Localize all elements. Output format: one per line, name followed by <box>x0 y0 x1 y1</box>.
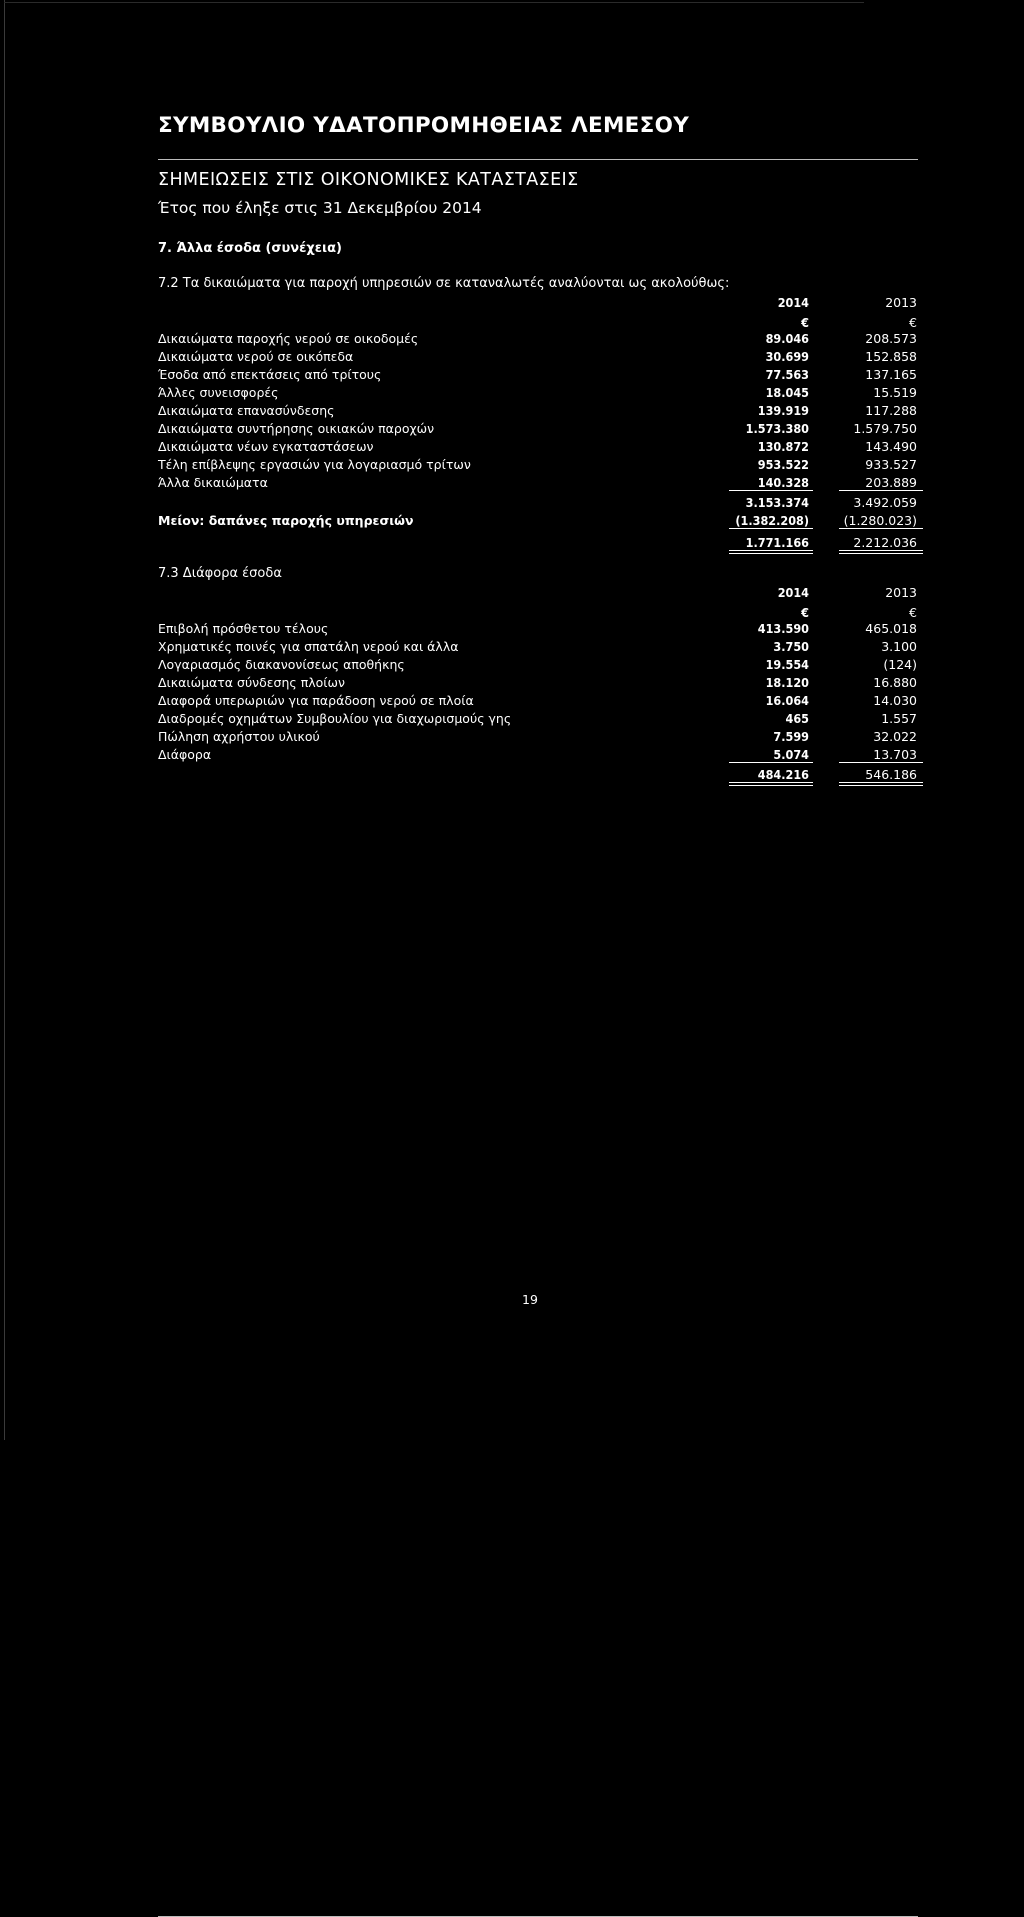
value-2014: 30.699 <box>765 349 809 364</box>
double-underline-2014 <box>729 782 813 783</box>
row-label: Λογαριασμός διακανονίσεως αποθήκης <box>158 657 405 672</box>
table-row <box>158 348 923 366</box>
row-label: Επιβολή πρόσθετου τέλους <box>158 621 329 636</box>
row-label: Δικαιώματα νερού σε οικόπεδα <box>158 349 354 364</box>
currency-2013: € <box>909 315 917 330</box>
less-costs-row <box>158 512 923 530</box>
value-2014: 465 <box>785 711 809 726</box>
row-label: Δικαιώματα νέων εγκαταστάσεων <box>158 439 374 454</box>
value-2014: 77.563 <box>765 367 809 382</box>
value-2014: 130.872 <box>757 439 809 454</box>
value-2013: 117.288 <box>865 403 917 418</box>
row-label: Άλλες συνεισφορές <box>158 385 279 400</box>
currency-2013: € <box>909 605 917 620</box>
double-underline-2013 <box>839 553 923 554</box>
total-row <box>158 534 923 552</box>
year-header-row <box>158 584 923 602</box>
value-2013: 143.490 <box>865 439 917 454</box>
double-underline-2014 <box>729 785 813 786</box>
value-2013: 1.557 <box>881 711 917 726</box>
table-row <box>158 384 923 402</box>
col-2013-header: 2013 <box>885 295 917 310</box>
table-row <box>158 674 923 692</box>
period-text: Έτος που έληξε στις 31 Δεκεμβρίου 2014 <box>158 199 482 217</box>
col-2013-header: 2013 <box>885 585 917 600</box>
less-costs-label: Μείον: δαπάνες παροχής υπηρεσιών <box>158 513 414 528</box>
underline-2013 <box>839 490 923 491</box>
row-label: Δικαιώματα παροχής νερού σε οικοδομές <box>158 331 419 346</box>
row-label: Πώληση αχρήστου υλικού <box>158 729 320 744</box>
page-number: 19 <box>522 1292 538 1307</box>
row-label: Έσοδα από επεκτάσεις από τρίτους <box>158 367 382 382</box>
less-costs-2013: (1.280.023) <box>843 513 917 528</box>
less-costs-2014: (1.382.208) <box>735 513 809 528</box>
table-row <box>158 692 923 710</box>
total-row <box>158 766 923 784</box>
row-label: Διαδρομές οχημάτων Συμβουλίου για διαχωρισμούς γης <box>158 711 512 726</box>
subtotal-2014: 3.153.374 <box>745 495 809 510</box>
value-2013: 152.858 <box>865 349 917 364</box>
value-2014: 19.554 <box>765 657 809 672</box>
value-2013: 137.165 <box>865 367 917 382</box>
value-2013: 933.527 <box>865 457 917 472</box>
subtotal-row <box>158 494 923 512</box>
row-label: Χρηματικές ποινές για σπατάλη νερού και άλλα <box>158 639 459 654</box>
total-2014: 1.771.166 <box>745 535 809 550</box>
value-2014: 140.328 <box>757 475 809 490</box>
table-row <box>158 402 923 420</box>
value-2014: 139.919 <box>757 403 809 418</box>
value-2013: 15.519 <box>873 385 917 400</box>
value-2013: 465.018 <box>865 621 917 636</box>
table-row <box>158 474 923 492</box>
row-label: Άλλα δικαιώματα <box>158 475 268 490</box>
value-2013: 13.703 <box>873 747 917 762</box>
double-underline-2014 <box>729 553 813 554</box>
value-2014: 3.750 <box>773 639 809 654</box>
table-row <box>158 366 923 384</box>
double-underline-2013 <box>839 782 923 783</box>
value-2014: 7.599 <box>773 729 809 744</box>
value-2014: 89.046 <box>765 331 809 346</box>
table-row <box>158 438 923 456</box>
section-7-2-intro: 7.2 Τα δικαιώματα για παροχή υπηρεσιών σε καταναλωτές αναλύονται ως ακολούθως: <box>158 276 730 291</box>
year-header-row <box>158 294 923 312</box>
row-label: Δικαιώματα συντήρησης οικιακών παροχών <box>158 421 435 436</box>
subtotal-2013: 3.492.059 <box>853 495 917 510</box>
col-2014-header: 2014 <box>777 295 809 310</box>
value-2014: 5.074 <box>773 747 809 762</box>
value-2014: 953.522 <box>757 457 809 472</box>
table-row <box>158 746 923 764</box>
double-underline-2013 <box>839 785 923 786</box>
table-row <box>158 456 923 474</box>
value-2014: 413.590 <box>757 621 809 636</box>
row-label: Διάφορα <box>158 747 212 762</box>
double-underline-2013 <box>839 550 923 551</box>
page-edge-top <box>4 2 864 3</box>
table-row <box>158 710 923 728</box>
table-row <box>158 728 923 746</box>
table-row <box>158 620 923 638</box>
value-2013: 14.030 <box>873 693 917 708</box>
underline-2014 <box>729 528 813 529</box>
row-label: Διαφορά υπερωριών για παράδοση νερού σε πλοία <box>158 693 474 708</box>
section-7-3-title: 7.3 Διάφορα έσοδα <box>158 566 282 581</box>
header-rule <box>158 159 918 160</box>
double-underline-2014 <box>729 550 813 551</box>
currency-2014: € <box>801 315 809 330</box>
table-row <box>158 330 923 348</box>
row-label: Τέλη επίβλεψης εργασιών για λογαριασμό τρίτων <box>158 457 471 472</box>
value-2013: 203.889 <box>865 475 917 490</box>
total-2013: 546.186 <box>865 767 917 782</box>
total-2013: 2.212.036 <box>853 535 917 550</box>
value-2014: 18.120 <box>765 675 809 690</box>
row-label: Δικαιώματα επανασύνδεσης <box>158 403 335 418</box>
value-2014: 1.573.380 <box>745 421 809 436</box>
underline-2014 <box>729 490 813 491</box>
row-label: Δικαιώματα σύνδεσης πλοίων <box>158 675 345 690</box>
col-2014-header: 2014 <box>777 585 809 600</box>
value-2013: 1.579.750 <box>853 421 917 436</box>
value-2013: 3.100 <box>881 639 917 654</box>
page-edge-left <box>4 0 5 1440</box>
value-2013: 32.022 <box>873 729 917 744</box>
currency-2014: € <box>801 605 809 620</box>
underline-2013 <box>839 762 923 763</box>
value-2013: (124) <box>883 657 917 672</box>
section-7-title: 7. Άλλα έσοδα (συνέχεια) <box>158 241 342 256</box>
underline-2013 <box>839 528 923 529</box>
value-2014: 18.045 <box>765 385 809 400</box>
underline-2014 <box>729 762 813 763</box>
table-row <box>158 420 923 438</box>
value-2013: 16.880 <box>873 675 917 690</box>
total-2014: 484.216 <box>757 767 809 782</box>
organization-title: ΣΥΜΒΟΥΛΙΟ ΥΔΑΤΟΠΡΟΜΗΘΕΙΑΣ ΛΕΜΕΣΟΥ <box>158 113 690 138</box>
notes-title: ΣΗΜΕΙΩΣΕΙΣ ΣΤΙΣ ΟΙΚΟΝΟΜΙΚΕΣ ΚΑΤΑΣΤΑΣΕΙΣ <box>158 170 579 190</box>
table-row <box>158 656 923 674</box>
value-2014: 16.064 <box>765 693 809 708</box>
value-2013: 208.573 <box>865 331 917 346</box>
table-row <box>158 638 923 656</box>
